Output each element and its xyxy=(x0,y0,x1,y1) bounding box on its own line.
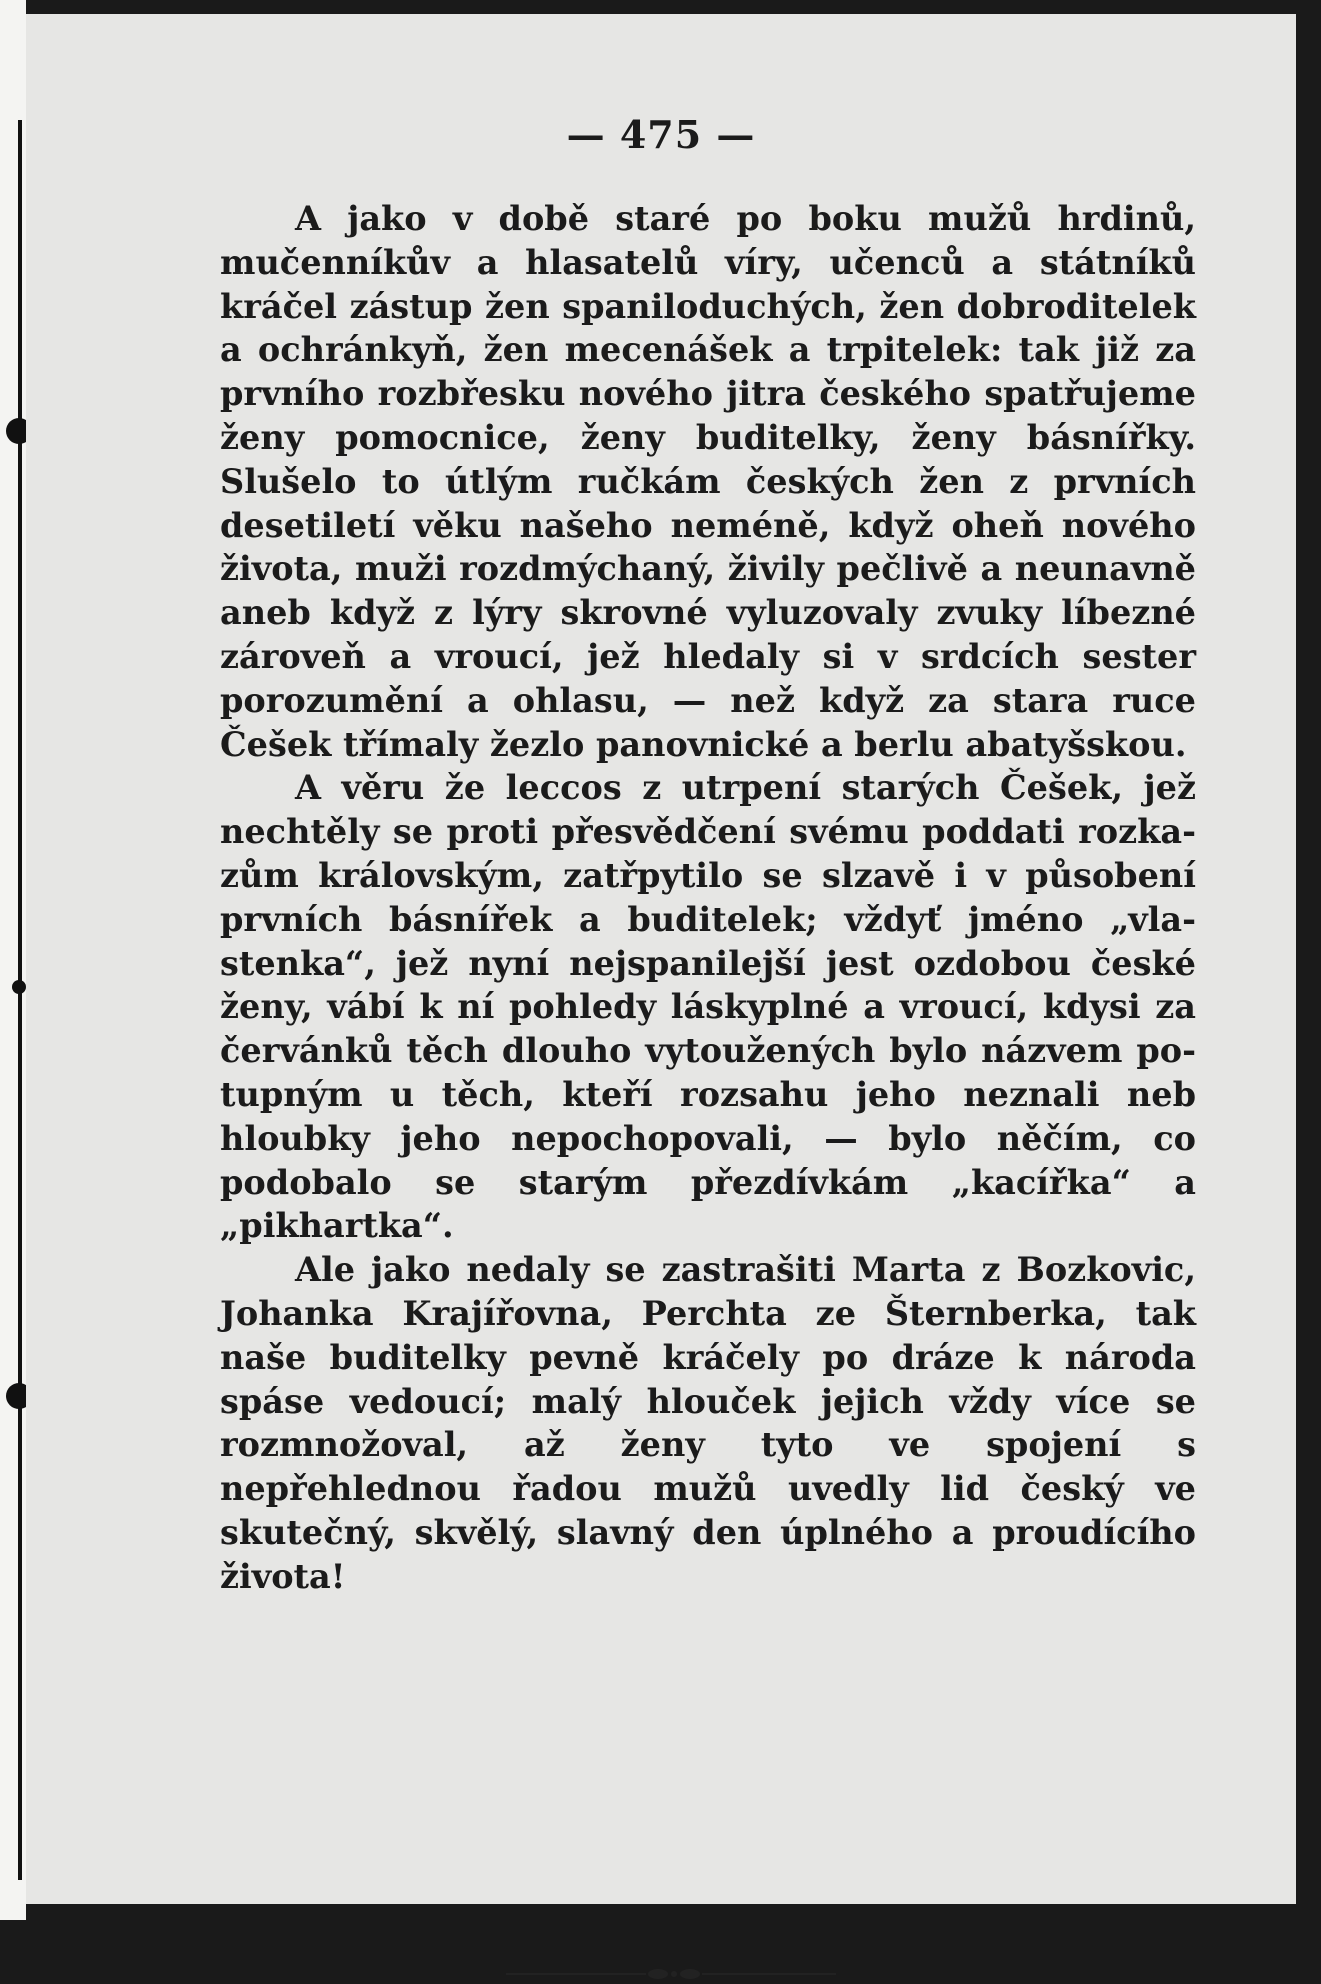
ornament-leaf xyxy=(648,1969,668,1979)
ornament-dot xyxy=(671,1971,677,1977)
ornament-divider xyxy=(506,1964,836,1984)
binding-dot xyxy=(12,980,26,994)
paragraph: Ale jako nedaly se zastrašiti Marta z Bozkovic, Johanka Krajířovna, Perchta ze Šternberka, tak naše buditelky pevně kráčely po dráze k národa spáse vedoucí; malý hlouček jejich vždy více se rozmnožoval, až ženy tyto ve spojení s nepřehlednou řadou mužů uvedly lid český ve skutečný, skvělý, slavný den úplného a proudícího života! xyxy=(220,1250,1196,1596)
book-page xyxy=(26,14,1296,1904)
page-number: — 475 — xyxy=(566,112,756,157)
ornament-leaf xyxy=(680,1969,700,1979)
paragraph: A jako v době staré po boku mužů hrdinů, mučenníkův a hlasatelů víry, učenců a státníků kráčel zástup žen spaniloduchých, žen dobroditelek a ochránkyň, žen mecenášek a trpitelek: tak již za prvního rozbřesku nového jitra českého spatřujeme ženy pomocnice, ženy buditelky, ženy básnířky. Slušelo to útlým ručkám českých žen z prvních desetiletí věku našeho neméně, když oheň nového života, muži rozdmýchaný, živily pečlivě a neunavně aneb když z lýry skrovné vyluzovaly zvuky líbezné zároveň a vroucí, jež hledaly si v srdcích sester porozumění a ohlasu, — než když za stara ruce Češek třímaly žezlo panovnické a berlu abatyšskou. xyxy=(220,199,1196,764)
paragraph: A věru že leccos z utrpení starých Češek, jež nechtěly se proti přesvědčení svému poddati rozkazům královským, zatřpytilo se slzavě i v působení prvních básnířek a buditelek; vždyť jméno „vlastenka“, jež nyní nejspanilejší jest ozdobou české ženy, vábí k ní pohledy láskyplné a vroucí, kdysi za červánků těch dlouho vytoužených bylo názvem potupným u těch, kteří rozsahu jeho neznali neb hloubky jeho nepochopovali, — bylo něčím, co podobalo se starým přezdívkám „kacířka“ a „pikhartka“. xyxy=(220,768,1196,1246)
book-spine xyxy=(0,0,26,1920)
binding-line xyxy=(18,120,22,1880)
body-text xyxy=(220,197,1196,1599)
